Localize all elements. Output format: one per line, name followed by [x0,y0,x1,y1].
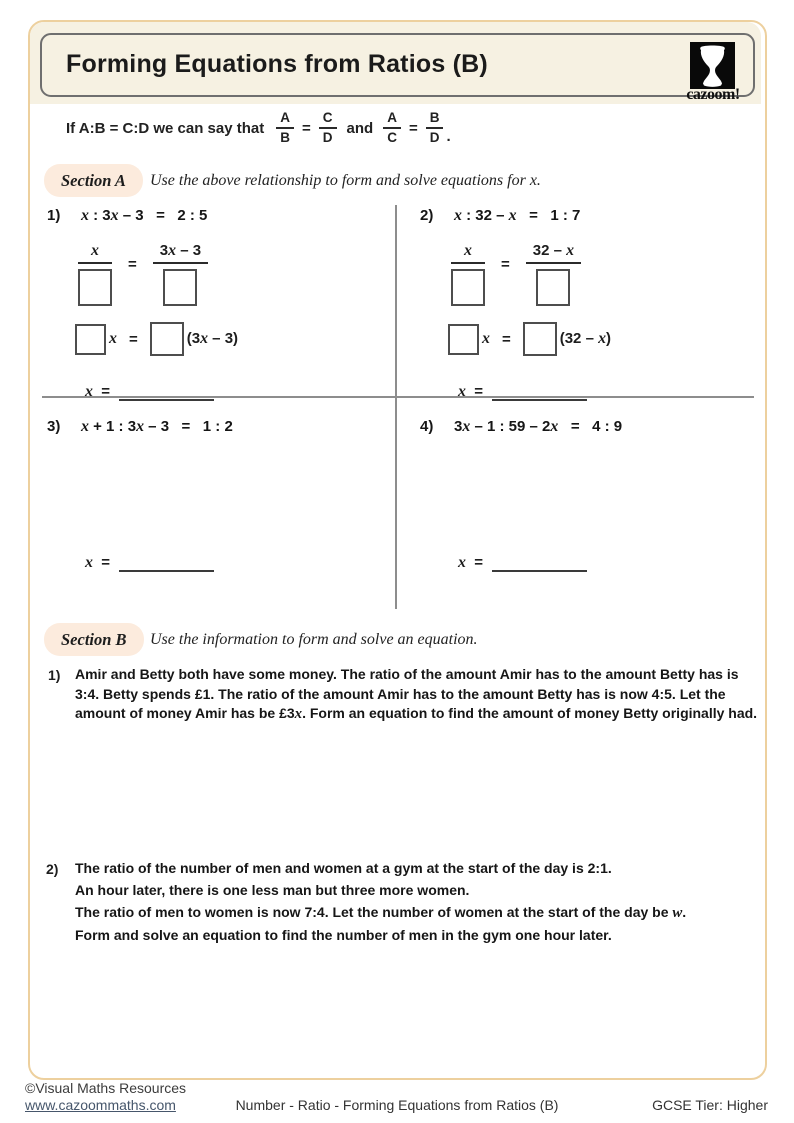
answer-blank [492,383,587,401]
intro-formula [66,109,451,147]
column-divider [395,205,397,609]
answer-box [150,322,184,356]
question-line: Form and solve an equation to find the number of men in the gym one hour later. [75,927,612,943]
answer-blank [492,554,587,572]
answer-box [523,322,557,356]
fraction-work-row: x = 3x – 3 [78,242,238,306]
question-4 [420,418,622,572]
section-b-instruction: Use the information to form and solve an equation. [150,630,478,648]
page-title: Forming Equations from Ratios (B) [66,49,488,78]
product-work-row: x = (3x – 3) [75,322,238,356]
answer-row: x = [458,383,611,401]
section-b-question-2-text [75,857,775,946]
question-equation: x : 32 – x = 1 : 7 [454,207,581,224]
and-text: and [346,119,374,137]
answer-box [536,269,570,306]
intro-text: If A:B = C:D we can say that [66,119,265,137]
answer-blank [119,554,214,572]
question-3 [47,418,233,572]
answer-row: x = [85,554,233,572]
fraction-a-over-c: $\frac{A}{C}$ [383,110,401,145]
section-a-instruction: Use the above relationship to form and solve equations for x. [150,171,541,189]
product-work-row: x = (32 – x) [448,322,611,356]
answer-box [78,269,112,306]
cazoom-logo [690,42,735,89]
question-line: An hour later, there is one less man but three more women. [75,882,470,898]
section-b-label: Section B [44,623,144,656]
question-number: 2) [46,861,59,877]
question-number: 2) [420,207,434,224]
website-link[interactable]: www.cazoommaths.com [25,1097,176,1113]
answer-row: x = [85,383,238,401]
question-equation: x : 3x – 3 = 2 : 5 [81,207,208,224]
answer-box [163,269,197,306]
footer-topic-text: Number - Ratio - Forming Equations from Ratios (B) [235,1097,559,1113]
fraction-b-over-d: $\frac{B}{D}$ [426,110,444,145]
question-1 [47,207,238,401]
answer-box [451,269,485,306]
question-number: 4) [420,418,434,435]
section-a-label: Section A [44,164,143,197]
question-2 [420,207,611,401]
question-line: The ratio of the number of men and women at a gym at the start of the day is 2:1. [75,860,612,876]
equals-sign: = [408,119,418,137]
section-b-question-1-text: Amir and Betty both have some money. The ratio of the amount Amir has to the amount Betty has is 3:4. Betty spends £1. The ratio of the amount Amir has to the amount Betty has is now 4:5. Let the amount of money Amir has be £3x. Form an equation to find the amount of money Betty originally had. [75,666,758,722]
fraction-work-row: x = 32 – x [451,242,611,306]
answer-blank [119,383,214,401]
answer-box [75,324,106,355]
footer-tier-text: GCSE Tier: Higher [652,1097,768,1113]
equals-sign: = [302,119,311,137]
question-number: 1) [48,667,61,683]
period: . [446,128,451,145]
question-number: 3) [47,418,61,435]
fraction-a-over-b: $\frac{A}{B}$ [276,110,294,145]
question-number: 1) [47,207,61,224]
answer-row: x = [458,554,622,572]
djembe-drum-icon [690,42,735,89]
fraction-c-over-d: $\frac{C}{D}$ [319,110,337,145]
question-line: The ratio of men to women is now 7:4. Let the number of women at the start of the day be w. [75,904,687,921]
answer-box [448,324,479,355]
cazoom-logo-text: cazoom! [686,86,740,103]
copyright-text: ©Visual Maths Resources [25,1080,187,1096]
question-equation: 3x – 1 : 59 – 2x = 4 : 9 [454,418,623,435]
question-equation: x + 1 : 3x – 3 = 1 : 2 [81,418,233,435]
